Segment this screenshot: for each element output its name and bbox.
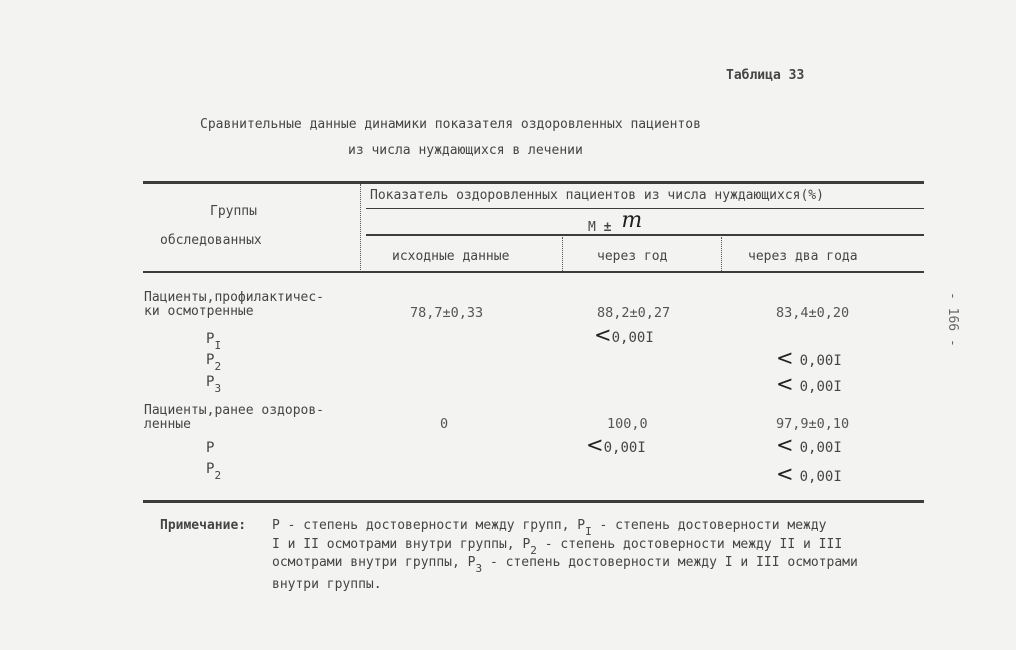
note-line-3-text: осмотрами внутри группы, P	[272, 555, 476, 570]
header-m-label: M	[588, 220, 596, 235]
header-col-two-years: через два года	[748, 249, 858, 264]
gp2-subscript: 2	[214, 469, 222, 482]
gp-two-lt: <	[776, 433, 794, 457]
group-2-initial-value: 0	[440, 416, 449, 432]
gp-year-lt: <	[586, 433, 604, 457]
note-line-2-text: I и II осмотрами внутри группы, P	[272, 537, 531, 552]
p3-letter: P	[206, 374, 215, 390]
note-line-3	[272, 555, 858, 575]
note-line-3-sub: 3	[475, 562, 483, 575]
p2-two-years-comparison	[776, 346, 842, 370]
p2-label	[206, 352, 222, 373]
note-line-1-text: P - степень достоверности между групп, P	[272, 518, 586, 533]
gp2-label	[206, 461, 222, 482]
group-1-initial-value: 78,7±0,33	[410, 305, 484, 321]
title-line-2: из числа нуждающихся в лечении	[348, 143, 583, 158]
gp-label: P	[206, 440, 215, 456]
note-line-2	[272, 537, 843, 557]
group-1-two-years-value: 83,4±0,20	[776, 305, 850, 321]
header-separator-col-2	[721, 237, 722, 271]
note-line-1-sub: I	[585, 525, 592, 538]
header-sub-rule-2	[366, 234, 924, 236]
gp2-two-years-comparison	[776, 462, 842, 486]
gp2-letter: P	[206, 461, 215, 477]
group-2-year-value: 100,0	[607, 416, 648, 432]
group-2-label-line-2: ленные	[144, 417, 191, 432]
group-2-label-line-1: Пациенты,ранее оздоров-	[144, 403, 325, 418]
note-line-1	[272, 518, 827, 538]
header-col-initial: исходные данные	[392, 249, 510, 264]
group-1-year-value: 88,2±0,27	[597, 305, 671, 321]
table-bottom-rule	[143, 500, 924, 503]
header-indicator: Показатель оздоровленных пациентов из числа нуждающихся(%)	[370, 188, 824, 203]
note-line-1-end: - степень достоверности между	[591, 518, 827, 533]
p3-subscript: 3	[214, 382, 222, 395]
header-sub-rule-1	[366, 208, 924, 209]
p3-label	[206, 374, 222, 395]
table-label: Таблица 33	[726, 68, 805, 83]
note-line-2-sub: 2	[530, 544, 537, 557]
header-mean-formula	[588, 208, 643, 237]
p2-subscript: 2	[214, 360, 222, 373]
p2-two-lt: <	[776, 346, 794, 370]
header-separator-groups	[360, 184, 361, 270]
gp-two-years-comparison	[776, 433, 842, 457]
p3-two-years-value: 0,00I	[799, 379, 842, 395]
gp-year-value: 0,00I	[603, 440, 646, 456]
group-1-label-line-1: Пациенты,профилактичес-	[144, 290, 325, 305]
note-line-2-end: - степень достоверности между II и III	[536, 537, 843, 552]
p1-subscript: I	[214, 339, 222, 352]
header-col-year: через год	[597, 249, 668, 264]
page-number: - 166 -	[945, 292, 960, 347]
header-bottom-rule	[143, 271, 924, 273]
gp2-two-years-value: 0,00I	[799, 469, 842, 485]
group-2-two-years-value: 97,9±0,10	[776, 416, 850, 432]
note-label: Примечание:	[160, 518, 247, 533]
header-separator-col-1	[562, 237, 563, 271]
p3-two-lt: <	[776, 372, 794, 396]
p3-two-years-comparison	[776, 372, 842, 396]
gp-year-comparison	[586, 433, 646, 457]
p1-label	[206, 331, 222, 352]
header-groups-line-1: Группы	[210, 204, 257, 219]
group-1-label-line-2: ки осмотренные	[144, 304, 254, 319]
gp2-two-lt: <	[776, 462, 794, 486]
note-line-4: внутри группы.	[272, 577, 382, 592]
p1-year-value: 0,00I	[611, 330, 654, 346]
title-line-1: Сравнительные данные динамики показателя оздоровленных пациентов	[200, 117, 701, 132]
p2-letter: P	[206, 352, 215, 368]
gp-two-years-value: 0,00I	[799, 440, 842, 456]
p2-two-years-value: 0,00I	[799, 353, 842, 369]
header-groups-line-2: обследованных	[160, 233, 262, 248]
header-pm: ±	[603, 220, 612, 235]
note-line-3-end: - степень достоверности между I и III осмотрами	[482, 555, 858, 570]
p1-year-comparison	[594, 323, 654, 347]
p1-letter: P	[206, 331, 215, 347]
header-m-handwritten: m	[621, 208, 643, 233]
p1-year-lt: <	[594, 323, 612, 347]
table-top-rule	[143, 181, 924, 184]
